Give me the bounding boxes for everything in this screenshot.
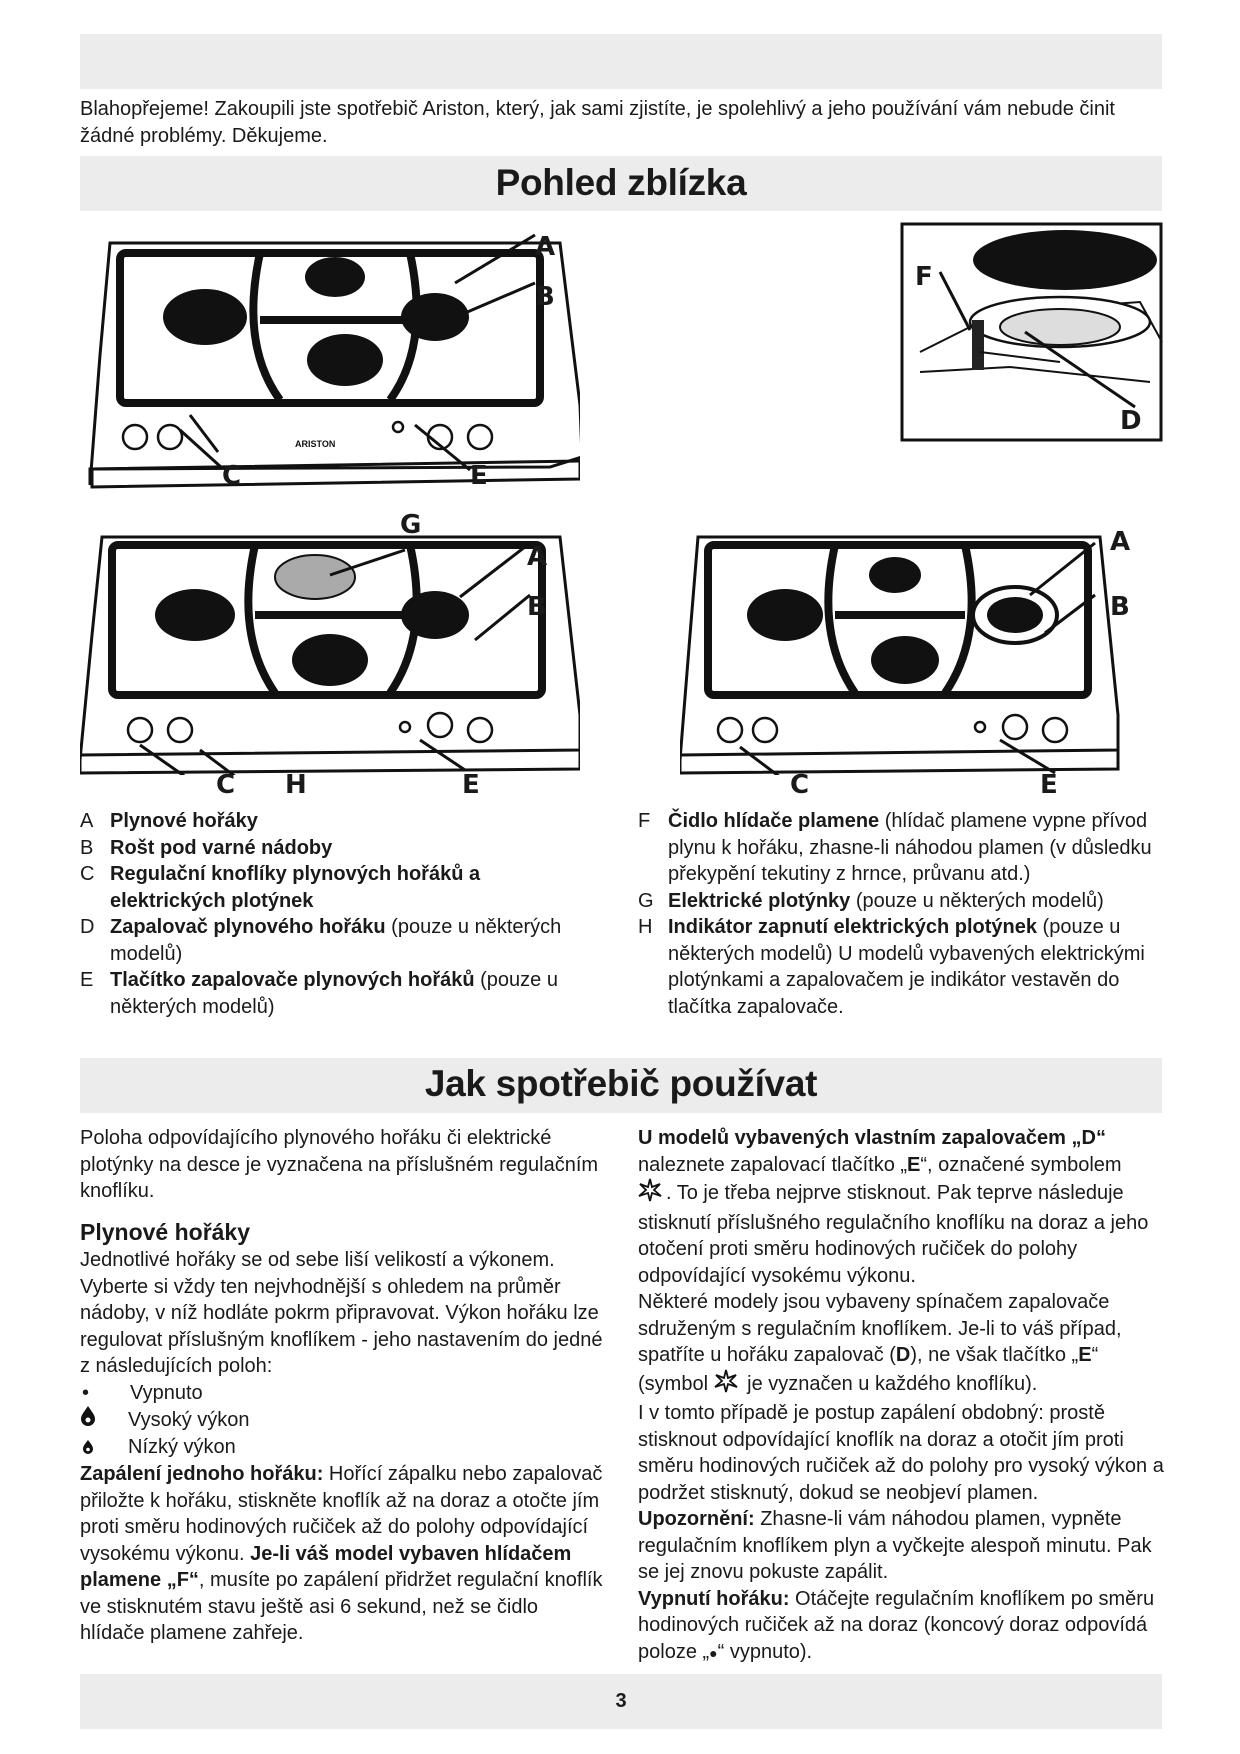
hob-diagram-electric <box>80 515 580 775</box>
diagram-label-e-3: E <box>1040 770 1058 800</box>
diagram-label-b-1: B <box>535 282 555 312</box>
section-title-closeup: Pohled zblízka <box>495 162 747 203</box>
ignition-procedure-text: I v tomto případě je postup zapálení obdobný: prostě stisknout odpovídající knoflík na doraz a otočit jím proti směru hodinových ručiček až do polohy pro vysoký výkon a podržet stisknutý, dokud se neobjeví plamen. <box>638 1402 1164 1504</box>
diagram-label-a-3: A <box>1110 527 1131 557</box>
gas-text: Jednotlivé hořáky se od sebe liší velikostí a výkonem. Vyberte si vždy ten nejvhodnější s ohledem na průměr nádoby, v níž hodláte pokrm připravovat. Výkon hořáku lze regulovat příslušným knoflíkem - jeho nastavením do jedné z následujících poloh: <box>80 1249 603 1377</box>
diagram-label-e-2: E <box>462 770 480 800</box>
diagram-label-g: G <box>400 510 422 540</box>
legend-item: D Zapalovač plynového hořáku (pouze u některých modelů) <box>80 916 562 965</box>
brand-label: ARISTON <box>295 439 336 449</box>
dot-icon: • <box>82 1381 90 1404</box>
combined-switch-text: Některé modely jsou vybaveny spínačem zapalovače sdruženým s regulačním knoflíkem. Je-li to váš případ, spatříte u hořáku zapalovač (D), ne však tlačítko „E“ (symbol je vyznačen u každého knoflíku). <box>638 1289 1168 1400</box>
legend-item: F Čidlo hlídače plamene (hlídač plamene vypne přívod plynu k hořáku, zhasne-li náhodou plamen (v důsledku překypění tekutiny z hrnce, průvanu atd.) <box>638 810 1152 885</box>
legend-item: H Indikátor zapnutí elektrických plotýnek (pouze u některých modelů) U modelů vybavených elektrickými plotýnkami a zapalovačem je indikátor vestavěn do tlačítka zapalovače. <box>638 916 1145 1018</box>
page-number: 3 <box>615 1690 627 1712</box>
diagram-label-b-2: B <box>527 592 547 622</box>
igniter-text: U modelů vybavených vlastním zapalovačem „D“ naleznete zapalovací tlačítko „E“, označené symbolem . To je třeba nejprve stisknout. Pak teprve následuje stisknutí příslušného regulačního knoflíku na doraz a jeho otočení proti směru hodinových ručiček do polohy odpovídající vysokému výkonu. <box>638 1127 1149 1287</box>
legend-item: C Regulační knoflíky plynových hořáků a elektrických plotýnek <box>80 863 481 912</box>
diagram-label-h: H <box>285 770 307 800</box>
flame-small-icon <box>80 1434 128 1462</box>
diagram-label-c-2: C <box>216 770 236 800</box>
legend-right <box>638 808 1168 1020</box>
warning-text: Upozornění: Zhasne-li vám náhodou plamen, vypněte regulačním knoflíkem plyn a vyčkejte alespoň minutu. Pak se jej znovu pokuste zapálit. <box>638 1508 1152 1583</box>
left-column <box>80 1125 605 1647</box>
diagram-label-d: D <box>1120 406 1142 436</box>
pos-low-row: Nízký výkon <box>80 1434 605 1462</box>
right-column <box>638 1125 1168 1666</box>
legend-left <box>80 808 600 1020</box>
diagram-label-c-3: C <box>790 770 810 800</box>
intro-usage: Poloha odpovídajícího plynového hořáku či elektrické plotýnky na desce je vyznačena na příslušném regulačním knoflíku. <box>80 1127 599 1202</box>
pos-high-row: Vysoký výkon <box>80 1406 605 1434</box>
legend-item: A Plynové hořáky <box>80 810 258 832</box>
flame-large-icon <box>80 1406 128 1434</box>
ignition-text: Zapálení jednoho hořáku: Hořící zápalku nebo zapalovač přiložte k hořáku, stiskněte knoflík až na doraz a otočte jím proti směru hodinových ručiček až do polohy odpovídající vysokému výkonu. Je-li váš model vybaven hlídačem plamene „F“, musíte po zapálení přidržet regulační knoflík ve stisknutém stavu ještě asi 6 sekund, než se čidlo hlídače plamene zahřeje. <box>80 1463 603 1644</box>
heading-gas-burners: Plynové hořáky <box>80 1218 251 1245</box>
hob-diagram-wok <box>680 515 1120 775</box>
pos-off-row: • Vypnuto <box>80 1380 605 1407</box>
turn-off-text: Vypnutí hořáku: Otáčejte regulačním knoflíkem po směru hodinových ručiček až na doraz (koncový doraz odpovídá poloze „●“ vypnuto). <box>638 1587 1155 1663</box>
diagram-label-a-1: A <box>535 232 556 262</box>
diagram-label-f: F <box>915 262 933 292</box>
diagram-label-b-3: B <box>1110 592 1130 622</box>
legend-item: G Elektrické plotýnky (pouze u některých modelů) <box>638 889 1104 912</box>
diagram-label-e-1: E <box>470 461 488 491</box>
spark-icon <box>638 1178 666 1210</box>
diagram-label-a-2: A <box>527 542 548 572</box>
legend-item: B Rošt pod varné nádoby <box>80 836 333 859</box>
section-title-usage: Jak spotřebič používat <box>424 1063 818 1104</box>
diagram-label-c-1: C <box>222 461 242 491</box>
legend-item: E Tlačítko zapalovače plynových hořáků (pouze u některých modelů) <box>80 969 558 1018</box>
intro-text: Blahopřejeme! Zakoupili jste spotřebič Ariston, který, jak sami zjistíte, je spolehlivý a jeho používání vám nebude činit žádné problémy. Děkujeme. <box>80 98 1115 147</box>
spark-icon <box>714 1369 742 1401</box>
